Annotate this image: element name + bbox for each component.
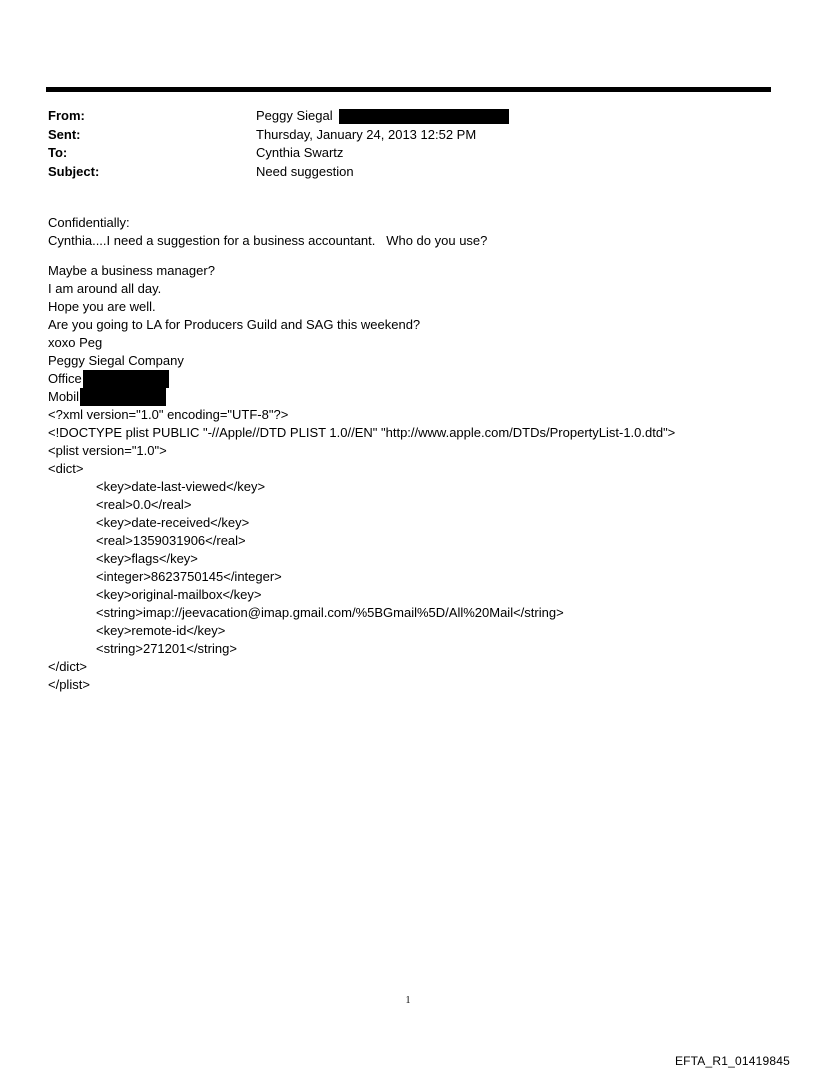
plist-entry: <key>remote-id</key>	[96, 623, 226, 638]
redaction-box	[339, 109, 509, 124]
from-label: From:	[48, 108, 85, 123]
from-value-wrap	[256, 107, 509, 126]
plist-entry: <key>date-last-viewed</key>	[96, 479, 266, 494]
from-row	[48, 107, 748, 126]
mobile-label: Mobil	[48, 389, 80, 404]
plist-entry: <key>flags</key>	[96, 551, 198, 566]
subject-label: Subject:	[48, 163, 100, 179]
office-line	[48, 370, 788, 388]
body-line: Cynthia....I need a suggestion for a business accountant. Who do you use?	[48, 233, 488, 248]
redaction-box	[83, 370, 169, 388]
plist-entry: <real>0.0</real>	[96, 497, 192, 512]
plist-entry: <string>271201</string>	[96, 641, 237, 656]
plist-entry: <key>date-received</key>	[96, 515, 250, 530]
body-line: Hope you are well.	[48, 299, 156, 314]
mobile-line	[48, 388, 788, 406]
subject-row	[48, 163, 748, 182]
plist-open: <plist version="1.0">	[48, 443, 167, 458]
to-row	[48, 144, 748, 163]
header-rule	[46, 87, 771, 92]
plist-entry: <integer>8623750145</integer>	[96, 569, 282, 584]
from-value: Peggy Siegal	[256, 108, 333, 123]
body-line: Confidentially:	[48, 215, 130, 230]
plist-close: </plist>	[48, 677, 90, 692]
dict-close: </dict>	[48, 659, 88, 674]
to-value: Cynthia Swartz	[256, 145, 344, 160]
page-number: 1	[405, 995, 411, 1006]
plist-entry: <key>original-mailbox</key>	[96, 587, 262, 602]
signature-company: Peggy Siegal Company	[48, 353, 184, 368]
signature-line: xoxo Peg	[48, 335, 103, 350]
plist-doctype: <!DOCTYPE plist PUBLIC "-//Apple//DTD PLIST 1.0//EN" "http://www.apple.com/DTDs/PropertyList-1.0.dtd">	[48, 425, 676, 440]
sent-label: Sent:	[48, 126, 81, 142]
dict-open: <dict>	[48, 461, 84, 476]
body-line: Maybe a business manager?	[48, 263, 215, 278]
plist-xml-declaration: <?xml version="1.0" encoding="UTF-8"?>	[48, 407, 289, 422]
sent-value: Thursday, January 24, 2013 12:52 PM	[256, 126, 477, 142]
plist-entry: <string>imap://jeevacation@imap.gmail.com/%5BGmail%5D/All%20Mail</string>	[96, 605, 564, 620]
body-line: Are you going to LA for Producers Guild and SAG this weekend?	[48, 317, 421, 332]
email-header	[48, 107, 748, 181]
paragraph-gap	[48, 250, 788, 262]
subject-value: Need suggestion	[256, 163, 354, 179]
to-label: To:	[48, 145, 68, 160]
body-line: I am around all day.	[48, 281, 162, 296]
plist-entry: <real>1359031906</real>	[96, 533, 246, 548]
sent-row	[48, 126, 748, 145]
office-label: Office	[48, 371, 82, 386]
document-id: EFTA_R1_01419845	[674, 1054, 790, 1068]
redaction-box	[80, 388, 166, 406]
email-body	[48, 214, 788, 694]
